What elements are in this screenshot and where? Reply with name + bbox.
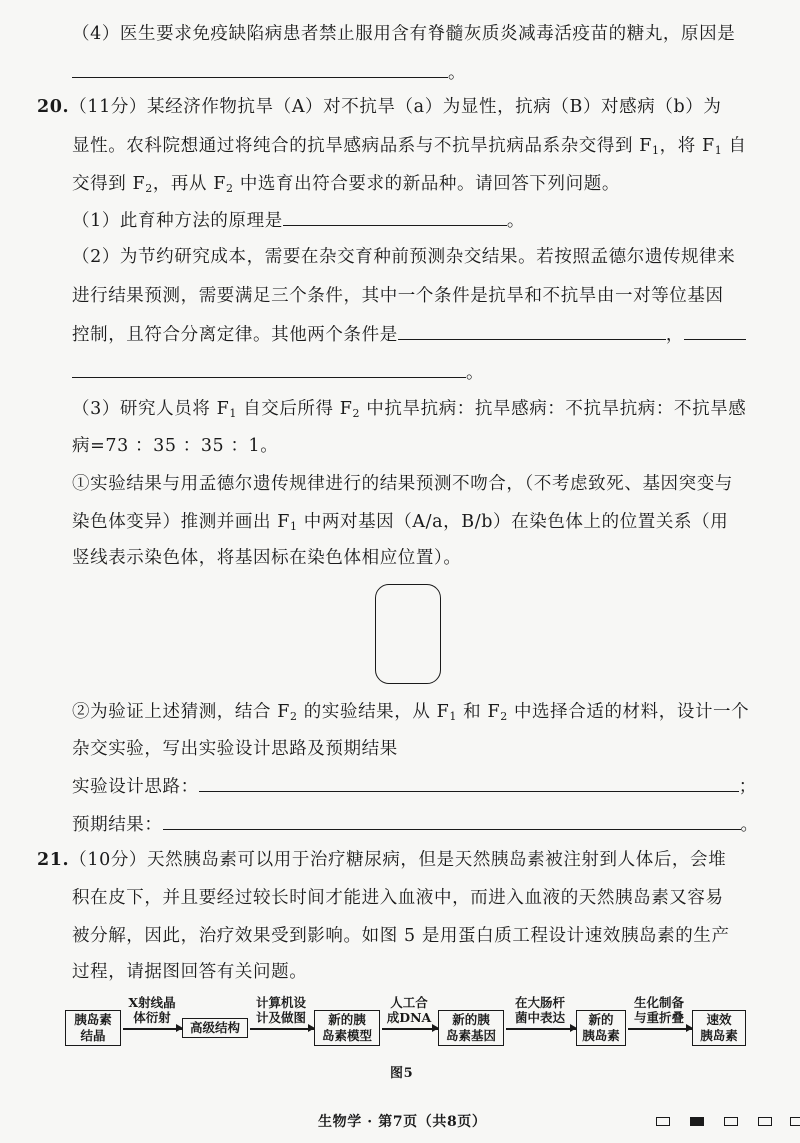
flow-arrow (628, 1028, 692, 1030)
flow-arrow (250, 1028, 314, 1030)
q20-intro-line2: 显性。农科院想通过将纯合的抗旱感病品系与不抗旱抗病品系杂交得到 $F_1$，将 $F_1$ 自 (72, 136, 747, 157)
q20-design-line: 实验设计思路： ； (72, 774, 757, 799)
question-number: 21. (37, 850, 70, 870)
flow-box-new-insulin-gene: 新的胰 岛素基因 (438, 1010, 504, 1046)
q20-sub2-line4: 。 (72, 360, 484, 385)
flow-arrow (382, 1028, 438, 1030)
flow-label-refolding: 生化制备 与重折叠 (633, 995, 684, 1025)
page-marker-empty (656, 1117, 670, 1126)
answer-blank[interactable] (199, 774, 739, 792)
q20-intro-line1: 20.（11分）某经济作物抗旱（A）对不抗旱（a）为显性，抗病（B）对感病（b）为 (37, 97, 722, 117)
question-number: 20. (37, 97, 70, 117)
result-label: 预期结果： (72, 815, 163, 835)
q19-sub4-text: （4）医生要求免疫缺陷病患者禁止服用含有脊髓灰质炎减毒活疫苗的糖丸，原因是 (72, 24, 736, 44)
page-marker-empty (790, 1117, 800, 1126)
figure-caption: 图5 (390, 1066, 414, 1081)
q20-result-line: 预期结果： 。 (72, 812, 759, 837)
q21-line4: 过程，请据图回答有关问题。 (72, 962, 308, 982)
q19-sub4-answer-line: 。 (72, 60, 466, 85)
q20-c2-line1: ②为验证上述猜测，结合 $F_2$ 的实验结果，从 $F_1$ 和 $F_2$ 中选择合适的材料，设计一个 (72, 702, 750, 723)
flow-label-xray: X射线晶 体衍射 (128, 995, 176, 1025)
page-marker-empty (724, 1117, 738, 1126)
q20-intro-line3: 交得到 $F_2$，再从 $F_2$ 中选育出符合要求的新品种。请回答下列问题。 (72, 174, 620, 195)
q20-sub3-line1: （3）研究人员将 $F_1$ 自交后所得 $F_2$ 中抗旱抗病：抗旱感病：不抗旱抗病：不抗旱感 (72, 399, 747, 420)
design-label: 实验设计思路： (72, 777, 199, 797)
q20-c2-line2: 杂交实验，写出实验设计思路及预期结果 (72, 739, 398, 759)
flow-box-fast-insulin: 速效 胰岛素 (692, 1010, 746, 1046)
flow-label-synthetic-dna: 人工合 成DNA (386, 995, 432, 1025)
q21-line1: 21.（10分）天然胰岛素可以用于治疗糖尿病，但是天然胰岛素被注射到人体后，会堆 (37, 850, 727, 870)
flow-box-new-insulin-model: 新的胰 岛素模型 (314, 1010, 380, 1046)
q21-line3: 被分解，因此，治疗效果受到影响。如图 5 是用蛋白质工程设计速效胰岛素的生产 (72, 926, 730, 946)
flow-arrow (123, 1028, 182, 1030)
flow-box-new-insulin: 新的 胰岛素 (576, 1010, 626, 1046)
q20-sub2-line1: （2）为节约研究成本，需要在杂交育种前预测杂交结果。若按照孟德尔遗传规律来 (72, 247, 736, 267)
chromosome-drawing-box[interactable] (375, 584, 441, 684)
flow-label-computer-design: 计算机设 计及做图 (255, 995, 306, 1025)
q20-sub1: （1）此育种方法的原理是 。 (72, 208, 525, 233)
q20-sub2-line2: 进行结果预测，需要满足三个条件，其中一个条件是抗旱和不抗旱由一对等位基因 (72, 286, 724, 306)
answer-blank[interactable] (398, 322, 666, 340)
flow-label-ecoli-expression: 在大肠杆 菌中表达 (514, 995, 565, 1025)
q20-c1-line2: 染色体变异）推测并画出 $F_1$ 中两对基因（A/a，B/b）在染色体上的位置关系（用 (72, 512, 729, 533)
page-marker-filled (690, 1117, 704, 1126)
answer-blank[interactable] (283, 208, 507, 226)
page-marker-empty (758, 1117, 772, 1126)
q20-c1-line1: ①实验结果与用孟德尔遗传规律进行的结果预测不吻合，（不考虑致死、基因突变与 (72, 474, 733, 494)
page-footer: 生物学 · 第7页（共8页） (318, 1114, 487, 1130)
q20-sub3-line2: 病=73 ：35 ：35 ：1。 (72, 436, 279, 456)
q20-c1-line3: 竖线表示染色体，将基因标在染色体相应位置）。 (72, 548, 462, 568)
flow-box-insulin-crystal: 胰岛素 结晶 (65, 1010, 121, 1046)
answer-blank[interactable] (72, 60, 448, 78)
answer-blank[interactable] (72, 360, 466, 378)
q20-sub2-line3: 控制，且符合分离定律。其他两个条件是 ， (72, 322, 746, 347)
flow-box-higher-structure: 高级结构 (182, 1018, 248, 1038)
q21-line2: 积在皮下，并且要经过较长时间才能进入血液中，而进入血液的天然胰岛素又容易 (72, 888, 724, 908)
answer-blank[interactable] (684, 322, 746, 340)
flow-arrow (506, 1028, 576, 1030)
answer-blank[interactable] (163, 812, 741, 830)
